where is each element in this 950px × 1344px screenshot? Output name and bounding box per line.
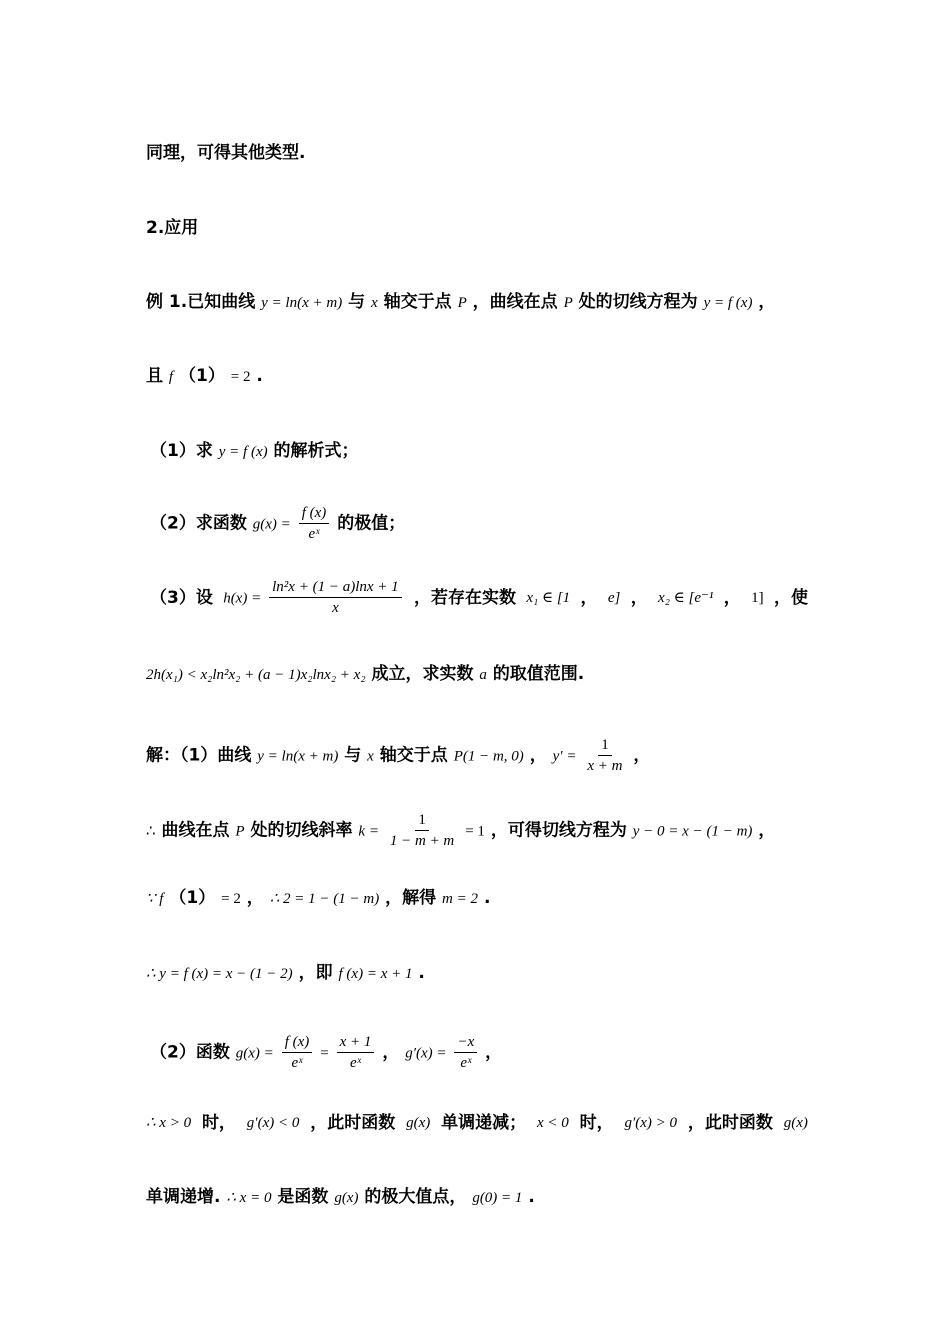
math: f (x) = x + 1 (338, 966, 413, 982)
fraction (387, 811, 457, 850)
math: x (371, 295, 378, 311)
math: = 1 (465, 823, 485, 840)
math: ∴ (146, 823, 156, 840)
text: . (256, 366, 263, 386)
solution-2-monotonic (146, 1111, 808, 1135)
text: 且 (146, 366, 163, 386)
math: h(x) = (223, 590, 262, 607)
numerator: ln²x + (1 − a)lnx + 1 (269, 578, 402, 598)
solution-2 (150, 1033, 808, 1072)
text: 例 1.已知曲线 (146, 292, 256, 312)
text: 是函数 (277, 1187, 329, 1207)
text: ， (580, 587, 598, 608)
text: 解：（1）曲线 (146, 745, 252, 766)
text: （1） (179, 366, 225, 386)
text: . (418, 963, 425, 983)
text: （3）设 (150, 587, 213, 608)
text: （1） (169, 888, 216, 908)
text: （1）求 (150, 441, 213, 461)
math: e] (607, 589, 621, 606)
math: ∵ f (146, 891, 164, 907)
text: 单调递增. (146, 1187, 221, 1207)
math: = 2 (230, 369, 251, 385)
text: 的极值； (337, 513, 406, 534)
text: ， (758, 292, 776, 312)
math: x₂ ∈ [e⁻¹ (658, 589, 714, 606)
example-1-condition (146, 364, 808, 389)
math: g′(x) < 0 (246, 1115, 300, 1131)
text: ， (246, 888, 264, 908)
math-group (223, 578, 403, 617)
math: y = ln(x + m) (261, 295, 343, 311)
math: g(x) (334, 1190, 359, 1206)
math: ∴ 2 = 1 − (1 − m) (269, 891, 380, 907)
text: 时， (201, 1113, 236, 1133)
text: ，使 (773, 587, 808, 608)
question-3 (150, 578, 808, 617)
denominator: eˣ (350, 1055, 361, 1071)
text: . (483, 888, 491, 908)
math: a (479, 667, 487, 683)
text: （2）求函数 (150, 513, 247, 534)
math: 2h(x₁) < x₂ln²x₂ + (a − 1)x₂lnx₂ + x₂ (146, 667, 366, 683)
fraction (584, 736, 625, 775)
math: f (168, 369, 174, 385)
text: ，若存在实数 (414, 587, 516, 608)
math: ∴ x = 0 (226, 1190, 272, 1206)
solution-1 (146, 736, 808, 775)
question-3-cont (146, 662, 808, 687)
math: x₁ ∈ [1 (526, 589, 571, 606)
question-2 (150, 504, 808, 543)
math: y = ln(x + m) (257, 748, 339, 765)
text: ，此时函数 (687, 1113, 773, 1133)
text: 的极大值点， (364, 1187, 467, 1207)
text: 的取值范围. (492, 664, 585, 684)
fraction (282, 1033, 313, 1072)
text: 轴交于点 (379, 745, 448, 766)
numerator: −x (454, 1033, 477, 1053)
text: 与 (348, 292, 366, 312)
fraction (269, 578, 402, 617)
text: 单调递减； (441, 1113, 527, 1133)
math: y = f (x) (218, 444, 268, 460)
math: x (367, 748, 374, 765)
denominator: x (332, 600, 339, 616)
example-1-statement (146, 290, 808, 315)
math: k = (358, 823, 379, 840)
text: ， (758, 820, 776, 841)
math: g′(x) > 0 (624, 1115, 678, 1131)
denominator: eˣ (460, 1055, 472, 1071)
text: ，此时函数 (310, 1113, 396, 1133)
math: g(x) = (235, 1045, 274, 1062)
text: 时， (579, 1113, 614, 1133)
solution-1-solve-m (146, 886, 808, 911)
text: 处的切线方程为 (578, 292, 698, 312)
question-1 (150, 439, 808, 464)
text: ，可得切线方程为 (490, 820, 627, 841)
solution-1-result (146, 961, 808, 986)
math: ∴ y = f (x) = x − (1 − 2) (146, 966, 293, 982)
numerator: 1 (415, 811, 429, 831)
text: 曲线在点 (161, 820, 230, 841)
text: ， (633, 745, 651, 766)
numerator: 1 (598, 736, 612, 756)
text: ，即 (298, 963, 333, 983)
math: x < 0 (536, 1115, 569, 1131)
text: 处的切线斜率 (250, 820, 353, 841)
section-heading (146, 216, 808, 240)
math: g(0) = 1 (472, 1190, 523, 1206)
math: y = f (x) (703, 295, 753, 311)
fraction (299, 504, 330, 543)
denominator: 1 − m + m (389, 833, 455, 849)
math: ∴ x > 0 (146, 1115, 192, 1131)
solution-2-max (146, 1185, 808, 1210)
fraction (337, 1033, 375, 1072)
math: g′(x) = (405, 1045, 447, 1062)
text: ，曲线在点 (472, 292, 558, 312)
fraction (454, 1033, 477, 1072)
math: g(x) = (252, 516, 291, 533)
text: ， (630, 587, 648, 608)
denominator: eˣ (308, 526, 320, 542)
text: 成立，求实数 (371, 664, 474, 684)
math: P(1 − m, 0) (453, 748, 524, 765)
numerator: f (x) (299, 504, 330, 524)
text: ， (723, 587, 741, 608)
math: = (320, 1045, 329, 1062)
math: g(x) (406, 1115, 431, 1131)
text: ， (485, 1042, 503, 1063)
denominator: x + m (587, 758, 623, 774)
text: ， (529, 745, 547, 766)
text: ，解得 (385, 888, 437, 908)
text: （2）函数 (150, 1042, 230, 1063)
text: ， (382, 1042, 400, 1063)
math: P (235, 823, 245, 840)
text: 轴交于点 (383, 292, 452, 312)
numerator: f (x) (282, 1033, 313, 1053)
math: P (457, 295, 467, 311)
math: P (563, 295, 573, 311)
solution-1-slope (146, 811, 808, 850)
text: . (528, 1187, 535, 1207)
math: g(x) (783, 1115, 808, 1131)
text: 同理，可得其他类型. (146, 143, 306, 163)
math: = 2 (221, 891, 241, 907)
math: 1] (751, 589, 764, 606)
numerator: x + 1 (337, 1033, 375, 1053)
denominator: eˣ (291, 1055, 303, 1071)
math: y − 0 = x − (1 − m) (632, 823, 753, 840)
text: 的解析式； (273, 441, 359, 461)
math: y′ = (552, 748, 577, 765)
line-1 (146, 141, 808, 165)
text: 与 (344, 745, 362, 766)
math: m = 2 (442, 891, 479, 907)
text: 2.应用 (146, 218, 199, 238)
